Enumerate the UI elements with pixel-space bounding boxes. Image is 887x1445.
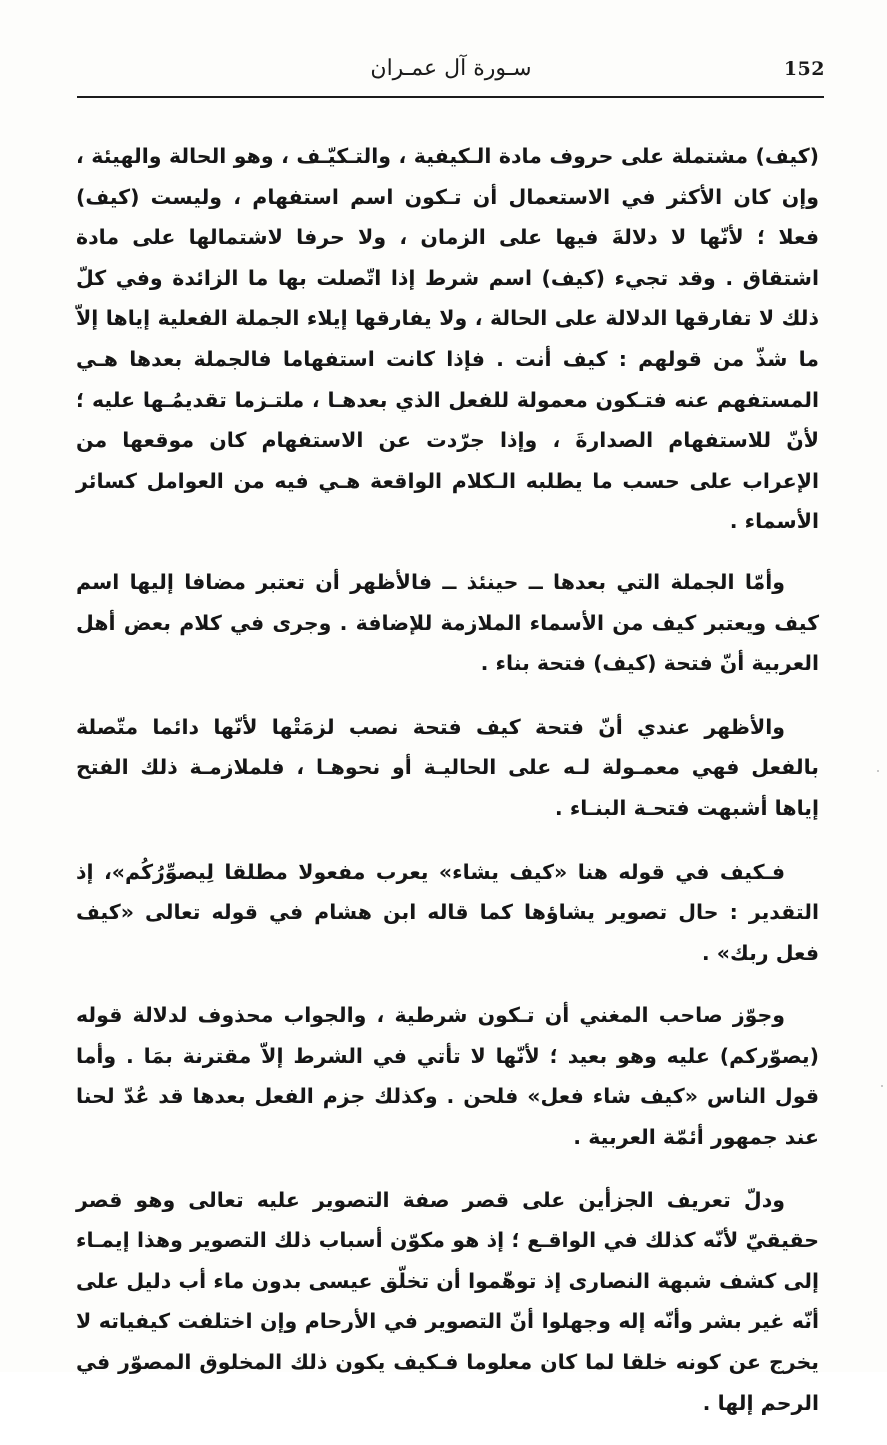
paragraph: والأظهر عندي أنّ فتحة كيف فتحة نصب لزمَتْها لأنّها دائما متّصلة بالفعل فهي معمـولة لـه على الحاليـة أو نحوهـا ، فلملازمـة ذلك الفتح إياها أشبهت فتحـة البنـاء . bbox=[76, 714, 819, 820]
paragraph: وجوّز صاحب المغني أن تـكون شرطية ، والجواب محذوف لدلالة قوله (يصوّركم) عليه وهو بعيد ؛ لأنّها لا تأتي في الشرط إلاّ مقترنة بمَا . وأما قول الناس «كيف شاء فعل» فلحن . وكذلك جزم الفعل بعدها قد عُدّ لحنا عند جمهور أئمّة العربية . bbox=[76, 1003, 819, 1150]
page-number: 152 bbox=[783, 58, 825, 80]
header-rule bbox=[77, 96, 824, 98]
running-title: سـورة آل عمـران bbox=[370, 56, 532, 81]
paragraph: وأمّا الجملة التي بعدها ــ حينئذ ــ فالأظهر أن تعتبر مضافا إليها اسم كيف ويعتبر كيف من الأسماء الملازمة للإضافة . وجرى في كلام بعض أهل العربية أنّ فتحة (كيف) فتحة بناء . bbox=[76, 569, 819, 676]
body-text bbox=[76, 136, 819, 1445]
scan-speck bbox=[881, 1085, 883, 1087]
paragraph: (كيف) مشتملة على حروف مادة الـكيفية ، والتـكيّـف ، وهو الحالة والهيئة ، وإن كان الأكثر في الاستعمال أن تـكون اسم استفهام ، وليست (كيف) فعلا ؛ لأنّها لا دلالةَ فيها على الزمان ، ولا حرفا لاشتمالها على مادة اشتقاق . وقد تجيء (كيف) اسم شرط إذا اتّصلت بها ما الزائدة وفي كلّ ذلك لا تفارقها الدلالة على الحالة ، ولا يفارقها إيلاء الجملة الفعلية إياها إلاّ ما شذّ من قولهم : كيف أنت . فإذا كانت استفهاما فالجملة بعدها هـي المستفهم عنه فتـكون معمولة للفعل الذي بعدهـا ، ملتـزما تقديمُـها عليه ؛ لأنّ للاستفهام الصدارةَ ، وإذا جرّدت عن الاستفهام كان موقعها من الإعراب على حسب ما يطلبه الـكلام الواقعة هـي فيه من العوامل كسائر الأسماء . bbox=[76, 144, 819, 534]
paragraph: ودلّ تعريف الجزأين على قصر صفة التصوير عليه تعالى وهو قصر حقيقيّ لأنّه كذلك في الواقـع ؛ إذ هو مكوّن أسباب ذلك التصوير وهذا إيمـاء إلى كشف شبهة النصارى إذ توهّموا أن تخلّق عيسى بدون ماء أب دليل على أنّه غير بشر وأنّه إله وجهلوا أنّ التصوير في الأرحام وإن اختلفت كيفياته لا يخرج عن كونه خلقا لما كان معلوما فـكيف يكون ذلك المخلوق المصوّر في الرحم إلها . bbox=[76, 1187, 819, 1415]
page-header bbox=[77, 54, 825, 94]
paragraph: فـكيف في قوله هنا «كيف يشاء» يعرب مفعولا مطلقا لِيصوِّرُكُم»، إذ التقدير : حال تصوير يشاؤها كما قاله ابن هشام في قوله تعالى «كيف فعل ربك» . bbox=[76, 859, 819, 965]
scan-speck bbox=[877, 770, 879, 772]
